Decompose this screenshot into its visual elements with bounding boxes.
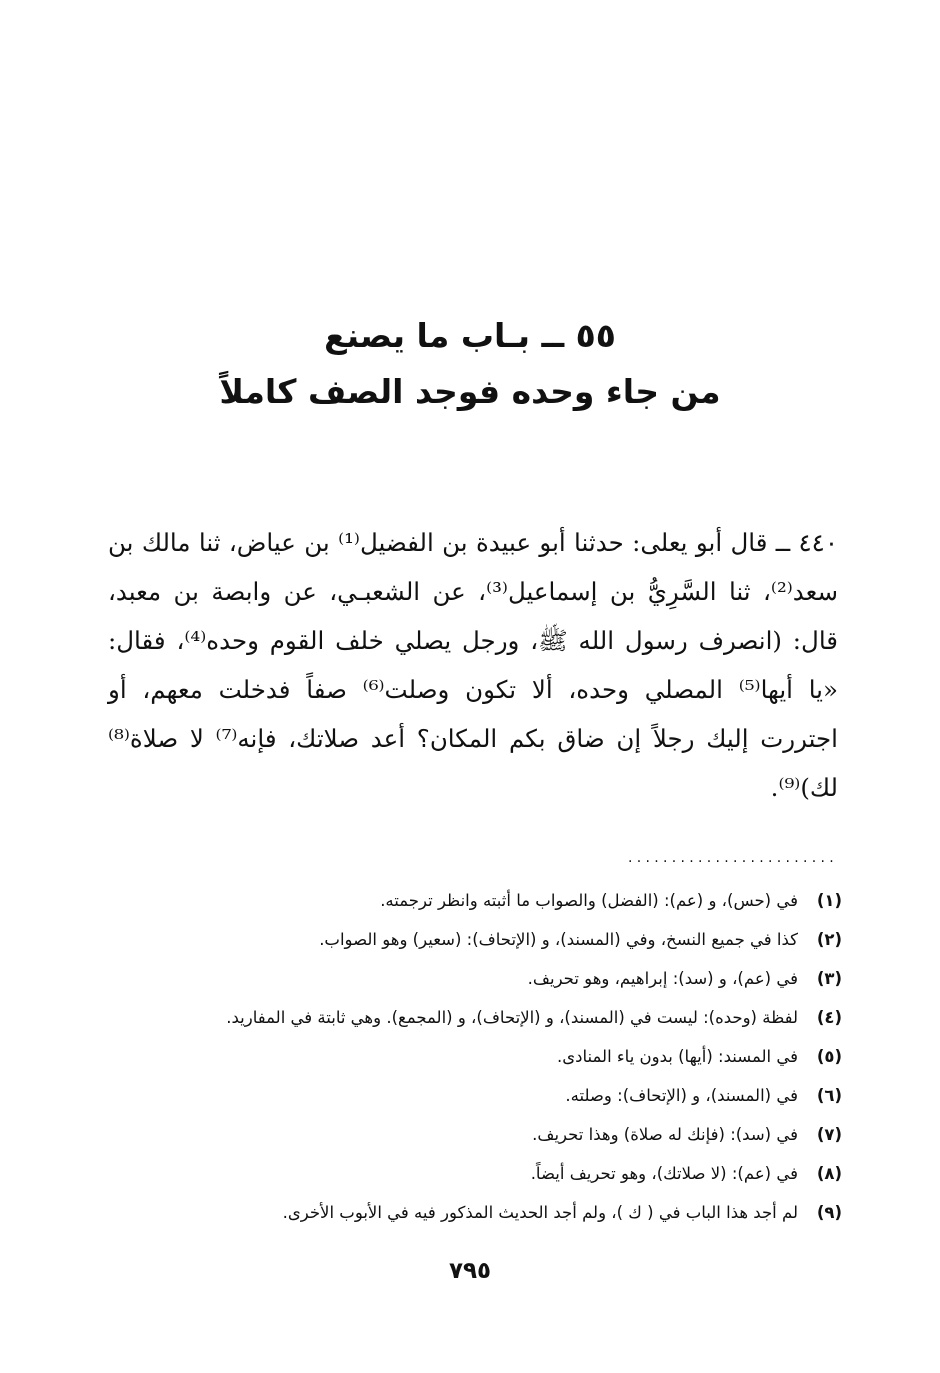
chapter-heading-line-2: من جاء وحده فوجد الصف كاملاً [219, 372, 721, 411]
footnote [100, 1042, 842, 1081]
footnote-text: في (عم)، و (سد): إبراهيم، وهو تحريف. [527, 969, 798, 988]
footnote [100, 1120, 842, 1159]
footnote [100, 925, 842, 964]
footnote [100, 1003, 842, 1042]
footnote [100, 886, 842, 925]
footnote [100, 964, 842, 1003]
footnote [100, 1159, 842, 1198]
footnote-text: في المسند: (أيها) بدون ياء المنادى. [557, 1047, 798, 1066]
footnote-number: (٢) [816, 930, 842, 949]
footnote [100, 1198, 842, 1237]
hadith-paragraph: ٤٤٠ ــ قال أبو يعلى: حدثنا أبو عبيدة بن الفضيل⁽¹⁾ بن عياض، ثنا مالك بن سعد⁽²⁾، ثنا السَّرِيُّ بن إسماعيل⁽³⁾، عن الشعبـي، عن وابصة بن معبد، قال: (انصرف رسول الله ﷺ، ورجل يصلي خلف القوم وحده⁽⁴⁾، فقال: «يا أيها⁽⁵⁾ المصلي وحده، ألا تكون وصلت⁽⁶⁾ صفاً فدخلت معهم، أو اجتررت إليك رجلاً إن ضاق بكم المكان؟ أعد صلاتك، فإنه⁽⁷⁾ لا صلاة⁽⁸⁾ لك)⁽⁹⁾. [108, 528, 839, 802]
footnote-number: (٨) [816, 1164, 842, 1183]
footnote-text: في (عم): (لا صلاتك)، وهو تحريف أيضاً. [530, 1164, 798, 1183]
footnote-number: (٦) [816, 1086, 842, 1105]
chapter-heading-line-1: ٥٥ ــ بـاب ما يصنع [324, 316, 616, 355]
chapter-heading [0, 308, 940, 420]
hadith-body [108, 518, 838, 812]
footnote-text: في (المسند)، و (الإتحاف): وصلته. [565, 1086, 798, 1105]
footnote-number: (٤) [816, 1008, 842, 1027]
footnote [100, 1081, 842, 1120]
footnote-text: في (حس)، و (عم): (الفضل) والصواب ما أثبته وانظر ترجمته. [380, 891, 798, 910]
footnotes-list [100, 886, 842, 1237]
footnote-text: لم أجد هذا الباب في ( ك )، ولم أجد الحديث المذكور فيه في الأبوب الأخرى. [282, 1203, 798, 1222]
footnote-text: في (سد): (فإنك له صلاة) وهذا تحريف. [532, 1125, 798, 1144]
footnote-separator: ........................ [627, 850, 838, 866]
footnote-number: (٧) [816, 1125, 842, 1144]
footnote-number: (١) [816, 891, 842, 910]
footnote-number: (٥) [816, 1047, 842, 1066]
footnote-text: كذا في جميع النسخ، وفي (المسند)، و (الإتحاف): (سعير) وهو الصواب. [319, 930, 798, 949]
footnote-number: (٩) [816, 1203, 842, 1222]
footnote-number: (٣) [816, 969, 842, 988]
footnote-text: لفظة (وحده): ليست في (المسند)، و (الإتحاف)، و (المجمع). وهي ثابتة في المفاريد. [226, 1008, 798, 1027]
page-number: ٧٩٥ [448, 1258, 492, 1284]
